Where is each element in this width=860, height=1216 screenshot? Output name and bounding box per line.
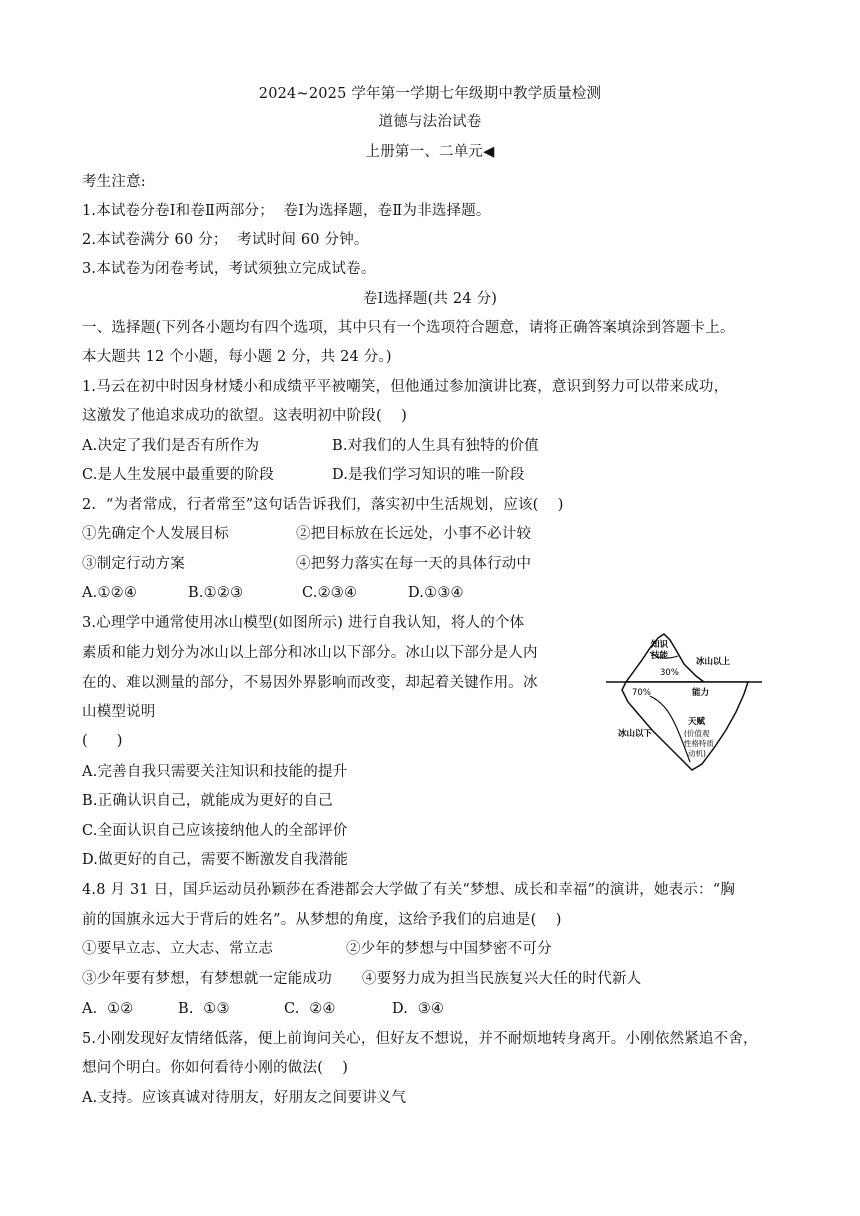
- label-below-water: 冰山以下: [618, 729, 653, 739]
- option-d: D. ③④: [392, 1001, 445, 1017]
- question-stem: 5.小刚发现好友情绪低落，便上前询问关心，但好友不想说，并不耐烦地转身离开。小刚依然紧追不舍，: [82, 1031, 758, 1047]
- option-d: D.①③④: [408, 585, 464, 601]
- option-c: C.全面认识自己应该接纳他人的全部评价: [82, 823, 348, 839]
- question-stem: 前的国旗永远大于背后的姓名”。从梦想的角度，这给予我们的启迪是( ): [82, 912, 562, 928]
- option-a: A.①②④: [82, 585, 138, 601]
- question-stem: 3.心理学中通常使用冰山模型(如图所示) 进行自我认知，将人的个体: [82, 615, 525, 631]
- label-70pct: 70%: [632, 688, 651, 698]
- option-c: C.②③④: [302, 585, 358, 601]
- statement-item: ①要早立志、立大志、常立志: [82, 941, 274, 957]
- statement-item: ②把目标放在长远处，小事不必计较: [296, 526, 532, 542]
- statement-item: ②少年的梦想与中国梦密不可分: [346, 941, 552, 957]
- option-c: C. ②④: [284, 1001, 336, 1017]
- option-b: B.正确认识自己，就能成为更好的自己: [82, 793, 333, 809]
- exam-scope: 上册第一、二单元◀: [365, 144, 495, 160]
- question-stem: 在的、难以测量的部分，不易因外界影响而改变，却起着关键作用。冰: [82, 675, 538, 691]
- label-talent-detail: 动机): [688, 749, 706, 758]
- question-stem: 山模型说明: [82, 704, 156, 720]
- question-stem: 这激发了他追求成功的欲望。这表明初中阶段( ): [82, 408, 407, 424]
- label-talent-detail: 性格特质: [684, 739, 714, 748]
- section-instructions: 本大题共 12 个小题，每小题 2 分，共 24 分。): [82, 349, 392, 365]
- statement-item: ③少年要有梦想，有梦想就一定能成功: [82, 971, 332, 987]
- notice-item: 3.本试卷为闭卷考试，考试须独立完成试卷。: [82, 261, 376, 277]
- option-c: C.是人生发展中最重要的阶段: [82, 467, 274, 483]
- option-b: B.对我们的人生具有独特的价值: [332, 438, 539, 454]
- option-a: A.决定了我们是否有所作为: [82, 438, 260, 454]
- question-stem: 2. “为者常成，行者常至”这句话告诉我们，落实初中生活规划，应该( ): [82, 497, 564, 513]
- label-talent-detail: (价值观: [684, 729, 710, 738]
- label-talent: 天赋: [688, 717, 706, 727]
- statement-item: ④要努力成为担当民族复兴大任的时代新人: [362, 971, 642, 987]
- section-instructions: 一、选择题(下列各小题均有四个选项，其中只有一个选项符合题意，请将正确答案填涂到答题卡上。: [82, 320, 735, 336]
- label-skills: 技能: [651, 651, 669, 661]
- question-stem: 素质和能力划分为冰山以上部分和冰山以下部分。冰山以下部分是人内: [82, 645, 538, 661]
- exam-subject: 道德与法治试卷: [378, 114, 482, 130]
- question-stem: 1.马云在初中时因身材矮小和成绩平平被嘲笑，但他通过参加演讲比赛，意识到努力可以带来成功，: [82, 379, 729, 395]
- label-30pct: 30%: [660, 668, 679, 678]
- section-title: 卷Ⅰ选择题(共 24 分): [362, 291, 498, 307]
- label-above-water: 冰山以上: [696, 657, 731, 667]
- statement-item: ①先确定个人发展目标: [82, 526, 229, 542]
- notice-item: 1.本试卷分卷Ⅰ和卷Ⅱ两部分； 卷Ⅰ为选择题，卷Ⅱ为非选择题。: [82, 203, 491, 219]
- exam-title: 2024~2025 学年第一学期七年级期中教学质量检测: [258, 86, 602, 102]
- option-a: A.支持。应该真诚对待朋友，好朋友之间要讲义气: [82, 1090, 407, 1106]
- notice-heading: 考生注意:: [82, 174, 146, 190]
- option-a: A. ①②: [82, 1001, 134, 1017]
- label-knowledge: 知识: [651, 640, 669, 650]
- statement-item: ③制定行动方案: [82, 556, 185, 572]
- option-d: D.是我们学习知识的唯一阶段: [332, 467, 525, 483]
- option-a: A.完善自我只需要关注知识和技能的提升: [82, 764, 348, 780]
- option-d: D.做更好的自己，需要不断激发自我潜能: [82, 852, 349, 868]
- option-b: B.①②③: [188, 585, 244, 601]
- iceberg-model-figure: [604, 630, 764, 780]
- answer-bracket: ( ): [82, 733, 123, 749]
- statement-item: ④把努力落实在每一天的具体行动中: [296, 556, 532, 572]
- question-stem: 想问个明白。你如何看待小刚的做法( ): [82, 1060, 349, 1076]
- label-ability: 能力: [692, 688, 710, 698]
- question-stem: 4.8 月 31 日，国乒运动员孙颖莎在香港都会大学做了有关“梦想、成长和幸福”的演讲，她表示：“胸: [82, 882, 736, 898]
- option-b: B. ①③: [178, 1001, 230, 1017]
- notice-item: 2.本试卷满分 60 分； 考试时间 60 分钟。: [82, 232, 369, 248]
